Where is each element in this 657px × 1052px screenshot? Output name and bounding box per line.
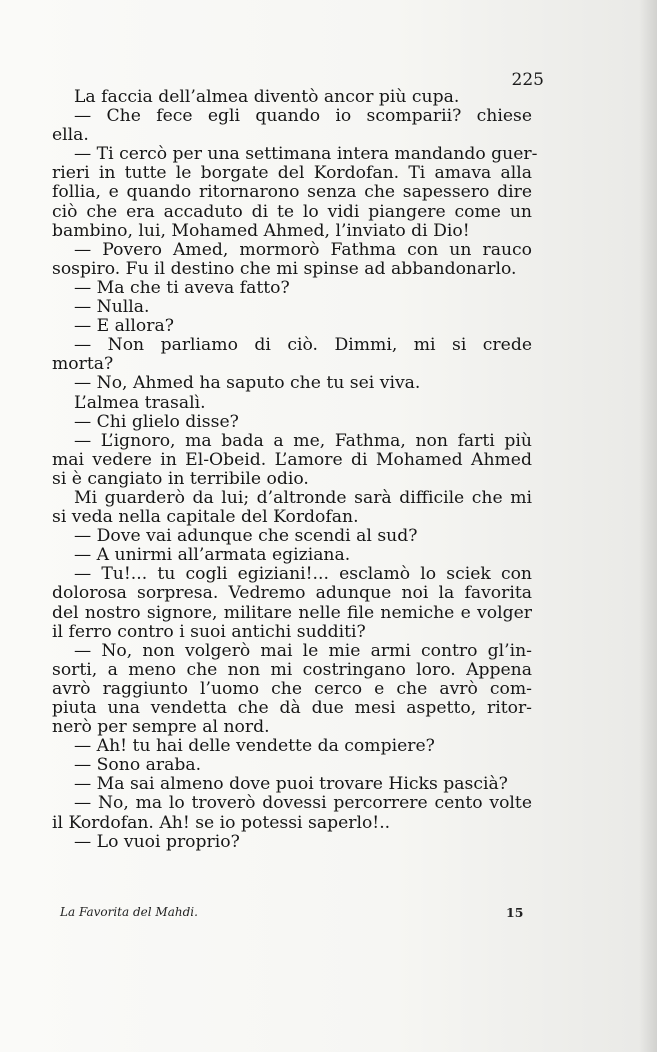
text-line: — Ah! tu hai delle vendette da compiere? — [74, 736, 435, 757]
text-line: sorti, a meno che non mi costringano loro. Appena — [52, 659, 532, 680]
text-line: — Dove vai adunque che scendi al sud? — [74, 526, 418, 547]
page-edge-shadow — [639, 0, 657, 1052]
text-line: si è cangiato in terribile odio. — [52, 468, 309, 489]
text-line: sospiro. Fu il destino che mi spinse ad abbandonarlo. — [52, 258, 517, 279]
text-line: il ferro contro i suoi antichi sudditi? — [52, 621, 366, 642]
text-line: — Ma che ti aveva fatto? — [74, 277, 290, 298]
text-line: — Ti cercò per una settimana intera mandando guer- — [74, 144, 538, 165]
text-line: Mi guarderò da lui; d’altronde sarà difficile che mi — [74, 487, 532, 508]
text-line: — Tu!... tu cogli egiziani!... esclamò lo sciek con — [74, 564, 532, 585]
text-line: — Povero Amed, mormorò Fathma con un rauco — [74, 239, 532, 260]
text-line: — L’ignoro, ma bada a me, Fathma, non farti più — [74, 430, 532, 451]
body-text — [52, 87, 538, 852]
text-line: La faccia dell’almea diventò ancor più cupa. — [74, 87, 460, 107]
text-line: — E allora? — [74, 316, 174, 337]
text-line: del nostro signore, militare nelle file nemiche e volger — [52, 602, 532, 623]
text-line: — A unirmi all’armata egiziana. — [74, 545, 351, 566]
text-line: follia, e quando ritornarono senza che sapessero dire — [52, 182, 532, 203]
text-line: L’almea trasalì. — [74, 392, 206, 413]
text-line: ciò che era accaduto di te lo vidi piangere come un — [52, 201, 532, 222]
text-line: — No, Ahmed ha saputo che tu sei viva. — [74, 373, 421, 394]
footer-signature-mark: 15 — [506, 905, 524, 920]
text-line: nerò per sempre al nord. — [52, 717, 270, 738]
text-line: — Che fece egli quando io scomparii? chiese — [74, 106, 532, 127]
text-line: — Nulla. — [74, 297, 150, 318]
text-line: dolorosa sorpresa. Vedremo adunque noi la favorita — [52, 583, 532, 604]
text-line: — Non parliamo di ciò. Dimmi, mi si crede — [74, 335, 532, 356]
text-line: avrò raggiunto l’uomo che cerco e che avrò com- — [52, 678, 532, 699]
text-line: — Sono araba. — [74, 755, 202, 776]
text-line: morta? — [52, 354, 114, 375]
footer-book-title: La Favorita del Mahdi. — [60, 905, 198, 919]
text-line: rieri in tutte le borgate del Kordofan. Ti amava alla — [52, 163, 532, 184]
text-line: — Lo vuoi proprio? — [74, 831, 240, 852]
text-line: — Ma sai almeno dove puoi trovare Hicks pascià? — [74, 774, 508, 795]
text-line: — Chi glielo disse? — [74, 411, 239, 432]
text-line: il Kordofan. Ah! se io potessi saperlo!.. — [52, 812, 391, 833]
text-line: piuta una vendetta che dà due mesi aspetto, ritor- — [52, 698, 532, 718]
text-line: mai vedere in El-Obeid. L’amore di Mohamed Ahmed — [52, 449, 532, 470]
text-line: ella. — [52, 125, 89, 146]
text-line: — No, ma lo troverò dovessi percorrere cento volte — [74, 793, 532, 814]
page-number: 225 — [511, 70, 544, 90]
text-line: si veda nella capitale del Kordofan. — [52, 507, 359, 528]
text-line: bambino, lui, Mohamed Ahmed, l’inviato di Dio! — [52, 220, 470, 241]
text-line: — No, non volgerò mai le mie armi contro gl’in- — [74, 640, 532, 661]
